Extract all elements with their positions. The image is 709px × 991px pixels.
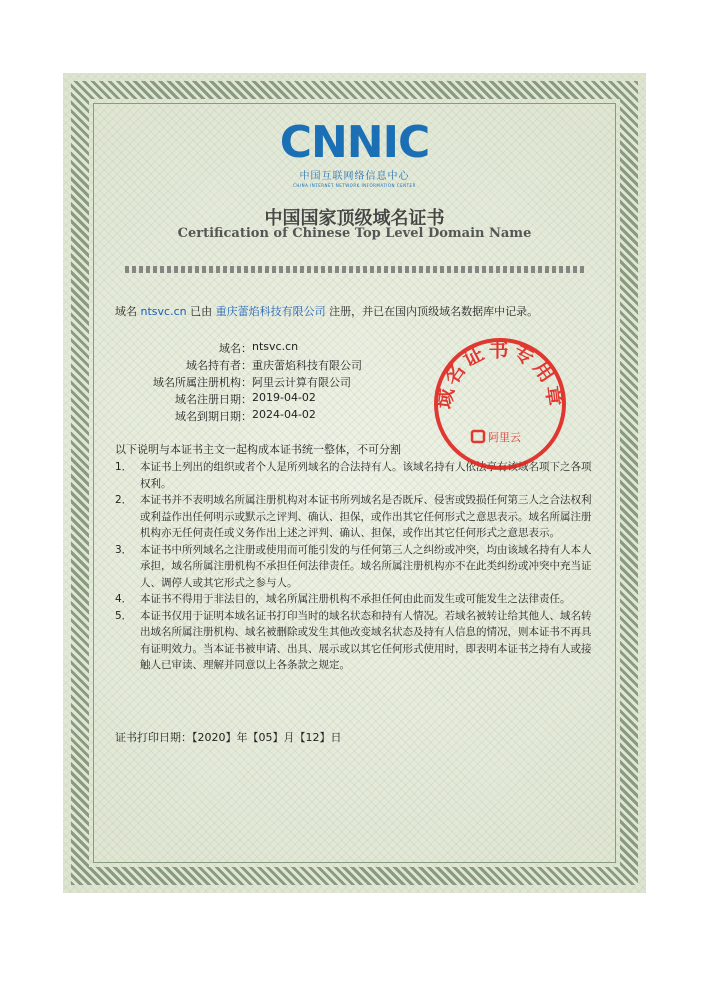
field-label: 域名所属注册机构： [153,376,252,389]
field-label: 域名： [219,342,252,355]
note-number: 3． [115,543,133,556]
seal-brand: 阿里云 [488,431,521,444]
intro-prefix: 域名 [115,305,137,318]
note-text: 本证书仅用于证明本域名证书打印当时的域名状态和持有人情况。若域名被转让给其他人、域名转出域名所属注册机构、域名被删除或发生其他改变域名状态及持有人信息的情况，则本证书不再具有证明效力。当本证书被申请、出具、展示或以其它任何形式使用时，即表明本证书之持有人或接触人已审读、理解并同意以上各条款之规定。 [140,609,592,671]
print-date: 证书打印日期：【2020】年【05】月【12】日 [115,731,342,744]
intro-suffix: 注册，并已在国内顶级域名数据库中记录。 [329,305,539,318]
note-text: 本证书中所列域名之注册或使用而可能引发的与任何第三人之纠纷或冲突，均由该域名持有人本人承担，域名所属注册机构不承担任何法律责任。域名所属注册机构亦不在此类纠纷或冲突中充当证人、调停人或其它形式之参与人。 [140,543,592,589]
aliyun-logo-icon [472,431,484,442]
note-number: 1． [115,461,133,473]
notes-heading: 以下说明与本证书主文一起构成本证书统一整体，不可分割 [115,443,401,456]
logo-en-name: CHINA INTERNET NETWORK INFORMATION CENTER [293,183,416,188]
intro-domain: ntsvc.cn [140,305,187,318]
seal-text: 域名证书专用章 [432,337,568,411]
field-value: 阿里云计算有限公司 [252,376,351,389]
notes-list [115,459,601,674]
intro-holder: 重庆蕾焰科技有限公司 [215,305,326,318]
field-label: 域名持有者： [186,359,252,372]
field-value: 2019-04-02 [252,391,316,404]
note-number: 2． [115,494,133,506]
note-text: 本证书不得用于非法目的，域名所属注册机构不承担任何由此而发生或可能发生之法律责任。 [140,593,571,605]
intro-sentence [115,303,538,319]
title-cn: 中国国家顶级域名证书 [264,208,445,229]
title-divider [125,266,584,273]
field-label: 域名到期日期： [175,410,252,423]
official-seal [430,334,570,474]
field-label: 域名注册日期： [175,393,252,406]
field-value: ntsvc.cn [252,340,299,353]
note-item [115,492,601,542]
note-text: 本证书并不表明域名所属注册机构对本证书所列域名是否既斥、侵害或毁损任何第三人之合法权利或利益作出任何明示或默示之评判、确认、担保，或作出其它任何形式之意思表示。域名所属注册机构亦无任何责任或义务作出上述之评判、确认、担保，或作出其它任何形式之意思表示。 [140,494,592,539]
note-text: 本证书上列出的组织或者个人是所列域名的合法持有人。该域名持有人依法享有该域名项下之各项权利。 [140,461,592,490]
logo-cn-name: 中国互联网络信息中心 [299,171,410,182]
intro-by: 已由 [190,305,213,318]
note-item [115,542,601,592]
certificate [63,73,646,893]
note-number: 5． [115,609,133,622]
title-en: Certification of Chinese Top Level Domain Name [177,226,532,241]
cnnic-logo [63,117,646,188]
note-number: 4． [115,593,133,605]
field-value: 重庆蕾焰科技有限公司 [252,359,362,372]
note-item [115,608,601,674]
field-value: 2024-04-02 [252,408,316,421]
logo-mark: CNNIC [279,117,430,168]
note-item [115,591,601,608]
